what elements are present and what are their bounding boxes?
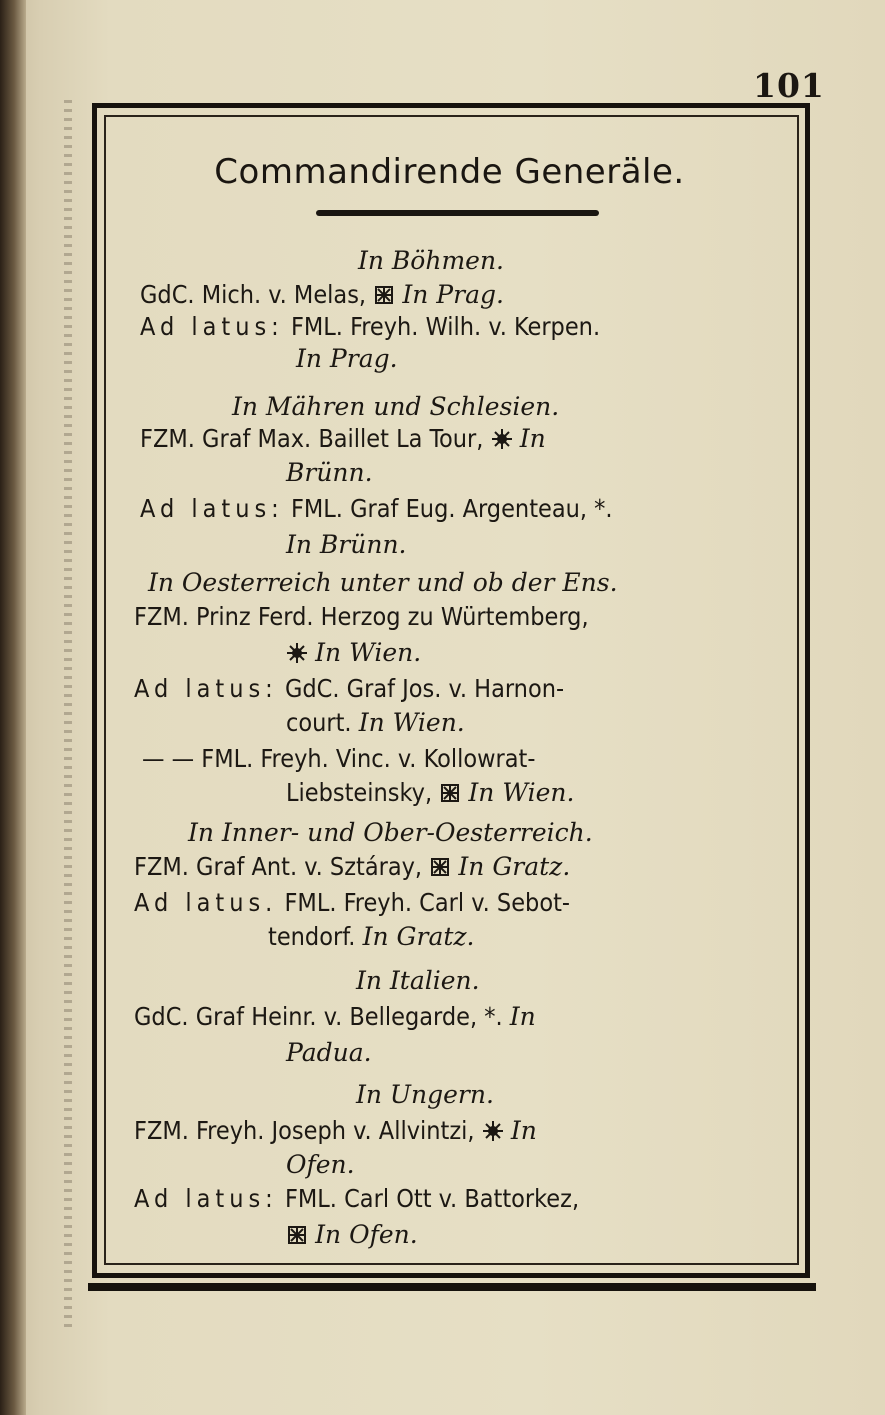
cross-icon: [286, 1224, 308, 1246]
entry-line: [140, 494, 613, 523]
entry-text: GdC. Graf Jos. v. Harnon-: [284, 674, 565, 703]
cross-icon: [439, 782, 461, 804]
entry-line: [134, 674, 564, 703]
entry-text: GdC. Mich. v. Melas,: [140, 280, 367, 309]
entry-text: court.: [286, 708, 352, 737]
entry-text: FML. Freyh. Carl v. Sebot-: [284, 888, 571, 917]
star-icon: [286, 642, 308, 664]
entry-location: In Gratz.: [458, 852, 571, 881]
cross-icon: [429, 856, 451, 878]
entry-text: FML. Carl Ott v. Battorkez,: [284, 1184, 580, 1213]
ad-latus-label: Ad latus:: [140, 494, 284, 523]
entry-line: [268, 922, 475, 951]
entry-location: In Wien.: [358, 708, 465, 737]
entry-line: [134, 888, 570, 917]
entry-text: FML. Freyh. Wilh. v. Kerpen.: [290, 312, 601, 341]
entry-text: FZM. Graf Ant. v. Sztáray,: [134, 852, 423, 881]
star-icon: [491, 428, 513, 450]
entry-location: In Brünn.: [286, 530, 407, 559]
title-rule: [316, 210, 599, 216]
section-heading-boehmen: In Böhmen.: [358, 246, 504, 275]
entry-location: In Wien.: [468, 778, 575, 807]
section-heading-ungern: In Ungern.: [356, 1080, 494, 1109]
section-heading-inneroesterreich: In Inner- und Ober-Oesterreich.: [188, 818, 593, 847]
ad-latus-label: Ad latus:: [140, 312, 284, 341]
entry-text: tendorf.: [268, 922, 356, 951]
entry-text: FML. Graf Eug. Argenteau, *.: [290, 494, 613, 523]
entry-location: In: [510, 1116, 537, 1145]
entry-location: In Prag.: [402, 280, 504, 309]
entry-line: [286, 778, 574, 807]
frame-bottom-rule: [88, 1283, 816, 1291]
entry-location: In: [519, 424, 546, 453]
entry-location: Brünn.: [286, 458, 373, 487]
entry-line: [134, 1002, 536, 1031]
book-spine: [0, 0, 26, 1415]
entry-location: Padua.: [286, 1038, 372, 1067]
entry-line: [134, 1116, 537, 1145]
entry-line: [140, 424, 546, 453]
section-heading-italien: In Italien.: [356, 966, 480, 995]
entry-line: FZM. Prinz Ferd. Herzog zu Würtemberg,: [134, 602, 589, 631]
entry-line: [134, 852, 570, 881]
entry-line: — — FML. Freyh. Vinc. v. Kollowrat-: [142, 744, 536, 773]
entry-line: [134, 1184, 579, 1213]
entry-line: [286, 1220, 418, 1249]
entry-line: [286, 708, 465, 737]
entry-line: [286, 638, 421, 667]
entry-location: In Gratz.: [362, 922, 475, 951]
cross-icon: [373, 284, 395, 306]
entry-location: In Ofen.: [315, 1220, 418, 1249]
entry-text: GdC. Graf Heinr. v. Bellegarde, *.: [134, 1002, 503, 1031]
ad-latus-label: Ad latus.: [134, 888, 278, 917]
entry-location: In Prag.: [296, 344, 398, 373]
page-title: Commandirende Generäle.: [214, 152, 685, 192]
ad-latus-label: Ad latus:: [134, 674, 278, 703]
entry-line: [140, 312, 600, 341]
entry-text: FZM. Graf Max. Baillet La Tour,: [140, 424, 484, 453]
entry-text: FZM. Freyh. Joseph v. Allvintzi,: [134, 1116, 475, 1145]
entry-location: In Wien.: [315, 638, 422, 667]
entry-location: In: [509, 1002, 536, 1031]
star-icon: [482, 1120, 504, 1142]
page-number: 101: [753, 66, 825, 105]
entry-location: Ofen.: [286, 1150, 355, 1179]
entry-text: Liebsteinsky,: [286, 778, 433, 807]
entry-line: [140, 280, 504, 309]
margin-bleed: [64, 100, 72, 1330]
section-heading-oesterreich: In Oesterreich unter und ob der Ens.: [148, 568, 618, 597]
ad-latus-label: Ad latus:: [134, 1184, 278, 1213]
section-heading-maehren: In Mähren und Schlesien.: [232, 392, 560, 421]
